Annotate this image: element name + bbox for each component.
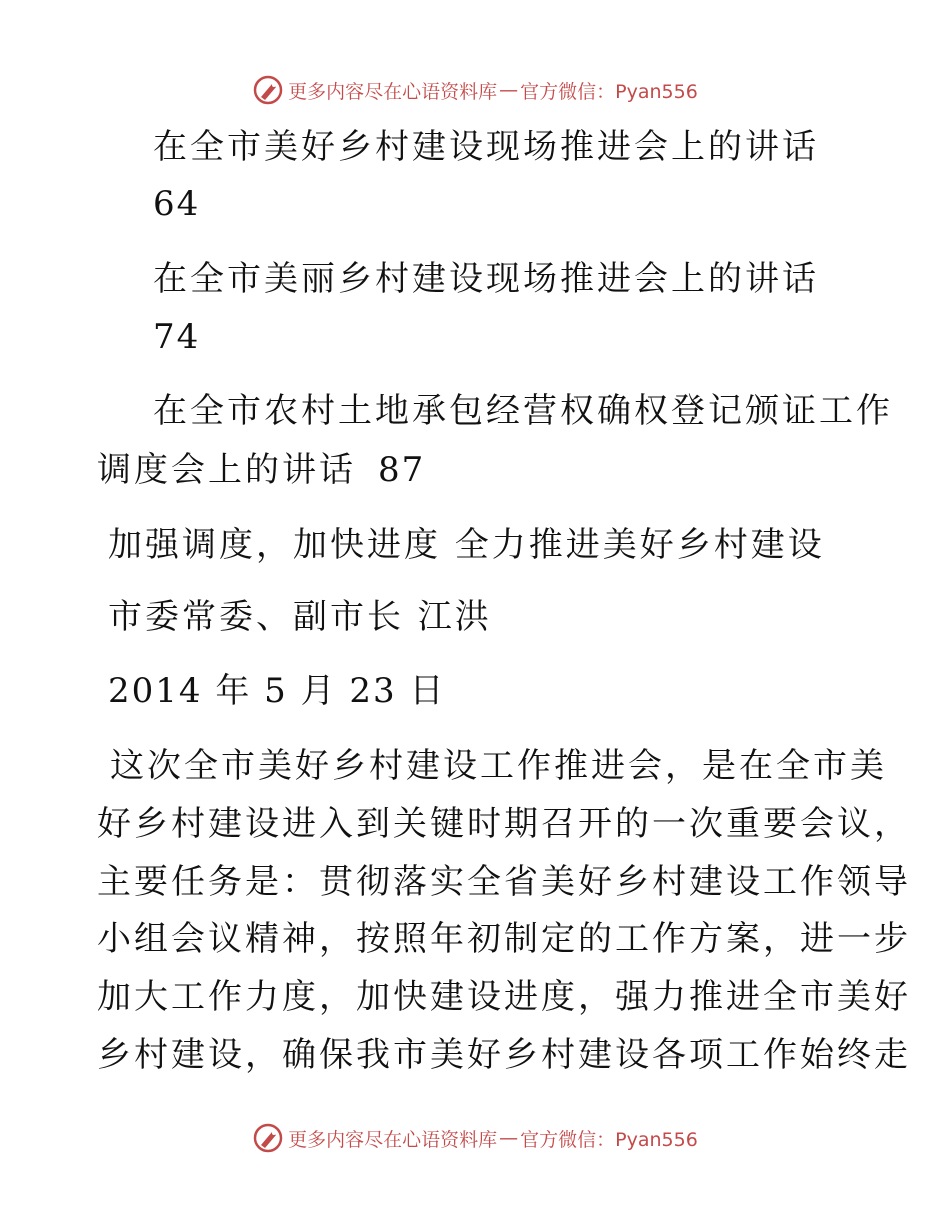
toc-title-3-line2: 调度会上的讲话 xyxy=(97,450,356,490)
pen-logo-icon xyxy=(252,74,284,106)
banner-separator: — xyxy=(499,79,519,101)
toc-title-2: 在全市美丽乡村建设现场推进会上的讲话 xyxy=(153,259,819,299)
banner-separator: — xyxy=(499,1127,519,1149)
toc-page-2: 74 xyxy=(153,317,201,357)
article-date: 2014 年 5 月 23 日 xyxy=(108,671,446,711)
toc-page-3: 87 xyxy=(378,450,426,490)
article-author: 市委常委、副市长 江洪 xyxy=(108,597,492,637)
header-banner xyxy=(0,74,950,106)
body-line-1: 这次全市美好乡村建设工作推进会，是在全市美 xyxy=(110,746,887,786)
pen-logo-icon xyxy=(252,1122,284,1154)
footer-banner xyxy=(0,1122,950,1154)
article-heading: 加强调度，加快进度 全力推进美好乡村建设 xyxy=(108,525,825,565)
banner-text: 更多内容尽在心语资料库 xyxy=(288,1128,498,1151)
toc-title-3-line1: 在全市农村土地承包经营权确权登记颁证工作 xyxy=(153,391,893,431)
toc-title-1: 在全市美好乡村建设现场推进会上的讲话 xyxy=(153,127,819,167)
body-line-5: 加大工作力度，加快建设进度，强力推进全市美好 xyxy=(97,977,911,1017)
body-line-3: 主要任务是：贯彻落实全省美好乡村建设工作领导 xyxy=(97,862,911,902)
body-line-6: 乡村建设，确保我市美好乡村建设各项工作始终走 xyxy=(97,1035,911,1075)
body-line-2: 好乡村建设进入到关键时期召开的一次重要会议， xyxy=(97,804,911,844)
body-line-4: 小组会议精神，按照年初制定的工作方案，进一步 xyxy=(97,919,911,959)
banner-text: 更多内容尽在心语资料库 xyxy=(288,80,498,103)
banner-wechat: 官方微信：Pyan556 xyxy=(520,1128,698,1151)
banner-wechat: 官方微信：Pyan556 xyxy=(520,80,698,103)
toc-page-1: 64 xyxy=(153,184,201,224)
